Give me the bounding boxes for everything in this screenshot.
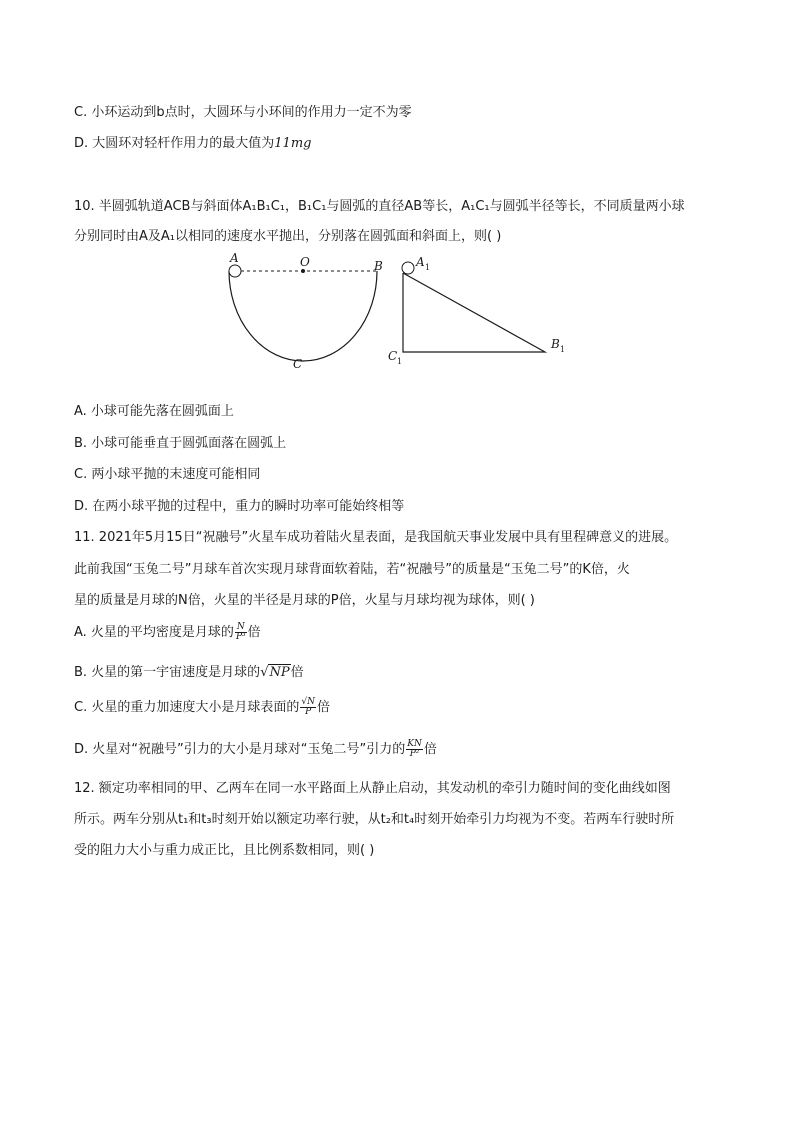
q9-option-d-math: 11mg (274, 136, 312, 151)
q11-option-b-suffix: 倍 (290, 665, 304, 680)
q10-option-b: B. 小球可能垂直于圆弧面落在圆弧上 (74, 436, 287, 451)
ball-a (229, 265, 241, 277)
label-a1: A (416, 255, 425, 269)
fraction-numerator: KN (407, 739, 422, 749)
label-c1-sub: 1 (397, 357, 403, 366)
fraction-denominator: P³ (235, 632, 246, 642)
label-c: C (293, 357, 303, 371)
q11-option-d-text: D. 火星对“祝融号”引力的大小是月球对“玉兔二号”引力的 (74, 742, 406, 757)
q11-option-c-suffix: 倍 (316, 700, 330, 715)
label-b: B (374, 259, 383, 273)
q10-option-a: A. 小球可能先落在圆弧面上 (74, 404, 234, 419)
q12-stem-line1: 12. 额定功率相同的甲、乙两车在同一水平路面上从静止启动，其发动机的牵引力随时间的变化曲线如图 (74, 781, 671, 796)
q11-option-b-sqrt: √NP (260, 665, 290, 680)
q11-option-a (74, 623, 261, 642)
label-b1-sub: 1 (560, 345, 566, 354)
q11-option-c-text: C. 火星的重力加速度大小是月球表面的 (74, 700, 300, 715)
q11-option-a-text: A. 火星的平均密度是月球的 (74, 625, 234, 640)
q11-option-d (74, 740, 437, 759)
q11-option-c-fraction (300, 698, 316, 717)
fraction-denominator: P² (409, 749, 420, 759)
label-a1-sub: 1 (425, 263, 431, 272)
q10-option-d: D. 在两小球平抛的过程中，重力的瞬时功率可能始终相等 (74, 499, 405, 514)
semicircle-track (229, 251, 383, 371)
q9-option-d-text: D. 大圆环对轻杆作用力的最大值为 (74, 136, 275, 151)
fraction-numerator: N (236, 622, 245, 632)
q10-stem-line1: 10. 半圆弧轨道ACB与斜面体A₁B₁C₁，B₁C₁与圆弧的直径AB等长，A₁C₁与圆弧半径等长，不同质量两小球 (74, 199, 685, 214)
q12-stem-line2: 所示。两车分别从t₁和t₃时刻开始以额定功率行驶，从t₂和t₄时刻开始牵引力均视为不变。若两车行驶时所 (74, 812, 675, 827)
q11-option-b (74, 664, 304, 682)
sqrt-radicand: NP (269, 665, 290, 680)
q11-stem-line2: 此前我国“玉兔二号”月球车首次实现月球背面软着陆，若“祝融号”的质量是“玉兔二号”的K倍，火 (74, 562, 630, 577)
fraction-numerator: √N (301, 697, 315, 707)
q11-stem-line1: 11. 2021年5月15日“祝融号”火星车成功着陆火星表面，是我国航天事业发展中具有里程碑意义的进展。 (74, 530, 678, 545)
q11-option-a-fraction (235, 623, 247, 642)
incline-triangle (388, 255, 565, 366)
q11-stem-line3: 星的质量是月球的N倍，火星的半径是月球的P倍，火星与月球均视为球体，则( ) (74, 593, 535, 608)
label-o: O (300, 255, 310, 269)
q10-stem-line2: 分别同时由A及A₁以相同的速度水平抛出，分别落在圆弧面和斜面上，则( ) (74, 229, 502, 244)
q11-option-d-fraction (406, 740, 423, 759)
semicircle-arc (229, 271, 377, 361)
label-c1: C (388, 349, 398, 363)
fraction-denominator: P (305, 707, 312, 717)
ball-a1 (402, 262, 414, 274)
q11-option-b-text: B. 火星的第一宇宙速度是月球的 (74, 665, 261, 680)
q11-option-c (74, 698, 330, 717)
q10-option-c: C. 两小球平抛的末速度可能相同 (74, 467, 261, 482)
q12-stem-line3: 受的阻力大小与重力成正比，且比例系数相同，则( ) (74, 843, 375, 858)
center-o-dot (301, 269, 305, 273)
triangle-outline (403, 273, 545, 352)
q11-option-a-suffix: 倍 (247, 625, 261, 640)
label-a: A (230, 251, 239, 265)
q9-option-c: C. 小环运动到b点时，大圆环与小环间的作用力一定不为零 (74, 105, 412, 120)
q11-option-d-suffix: 倍 (423, 742, 437, 757)
label-b1: B (551, 337, 560, 351)
